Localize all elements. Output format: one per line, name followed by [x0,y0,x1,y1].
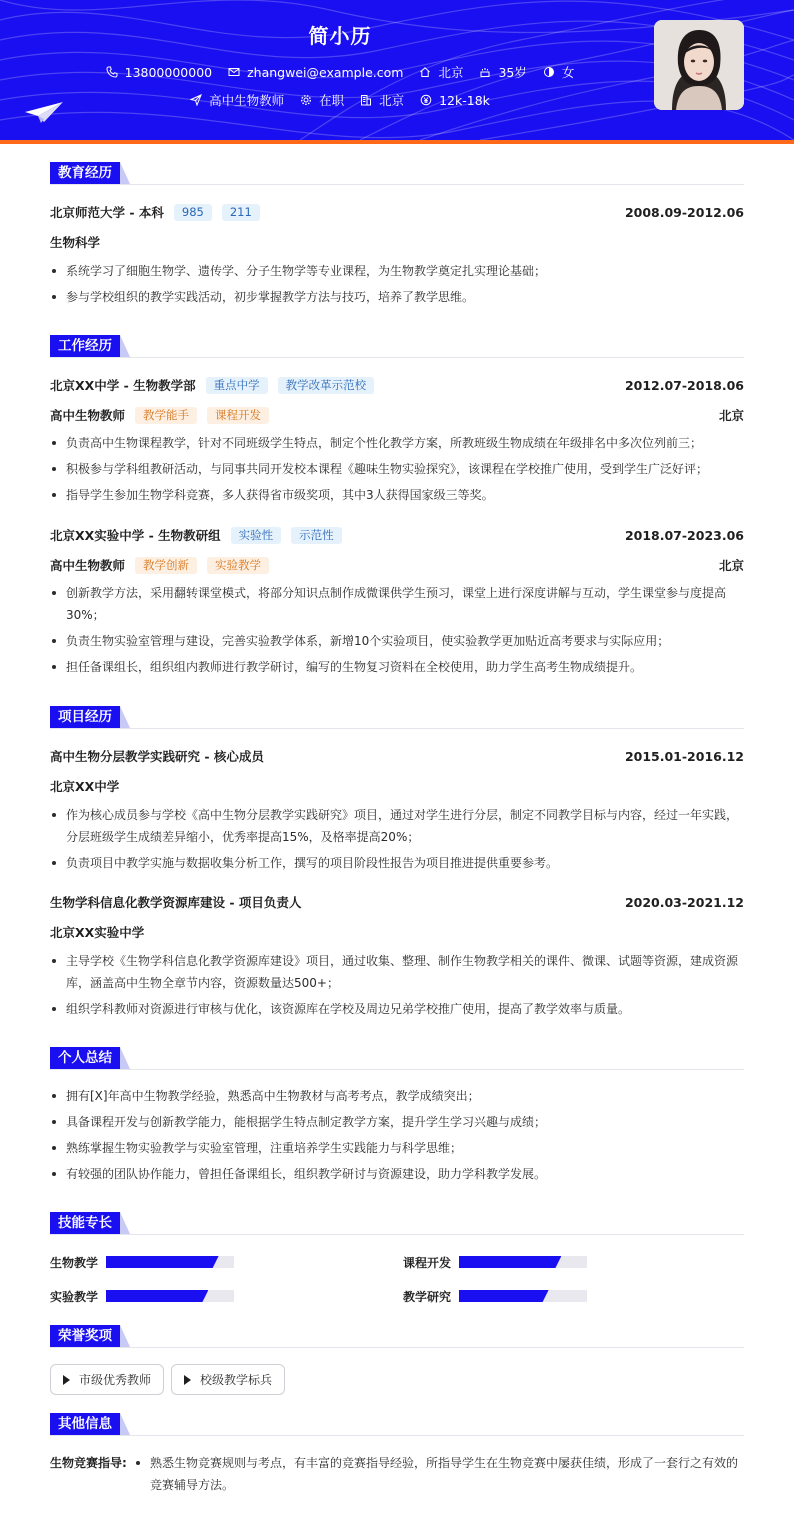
list-item: 参与学校组织的教学实践活动，初步掌握教学方法与技巧，培养了教学思维。 [50,287,744,308]
section-title-skills [50,1212,130,1234]
list-item: 负责高中生物课程教学，针对不同班级学生特点，制定个性化教学方案，所教班级生物成绩在年级排名中多次位列前三； [50,433,744,454]
school-tag: 211 [222,204,260,221]
skill-bar-track [459,1290,587,1302]
phone-item [106,65,212,80]
continuation-text: 竞赛辅导方法。 [150,1478,235,1492]
org-tag: 实验性 [231,527,282,544]
yen-icon [420,94,432,106]
work-role-row [50,405,744,425]
section-label-tail [120,162,130,184]
skill-bar-fill [106,1256,219,1268]
role-tag: 教学能手 [135,407,197,424]
work-org: 北京XX实验中学 - 生物教研组 [50,528,221,543]
skill-bar-track [106,1256,234,1268]
gender-icon [543,66,555,78]
project-org-row [50,776,744,796]
major-name: 生物科学 [50,235,101,250]
skill-item [403,1286,587,1306]
work-org: 北京XX中学 - 生物教学部 [50,378,196,393]
section-title-education [50,162,130,184]
section-divider [50,728,744,729]
list-item: 具备课程开发与创新教学能力，能根据学生特点制定教学方案，提升学生学习兴趣与成绩； [50,1112,744,1133]
org-tag: 教学改革示范校 [278,377,375,394]
list-item: 负责项目中教学实施与数据收集分析工作，撰写的项目阶段性报告为项目推进提供重要参考。 [50,853,744,874]
skill-bar-fill [106,1290,208,1302]
skill-name: 课程开发 [403,1255,452,1270]
list-item: 组织学科教师对资源进行审核与优化，该资源库在学校及周边兄弟学校推广使用，提高了教学效率与质量。 [50,999,744,1020]
resume-header [0,0,794,140]
project-title-row [50,746,744,766]
age-item [479,63,526,81]
job-item [190,91,284,109]
mail-icon [228,66,240,78]
project-title-row [50,892,744,912]
skill-item [50,1286,234,1306]
age-text: 35岁 [498,65,527,80]
list-item: 积极参与学科组教研活动，与同事共同开发校本课程《趣味生物实验探究》，该课程在学校推广使用，受到学生广泛好评； [50,459,744,480]
list-item: 创新教学方法，采用翻转课堂模式，将部分知识点制作成微课供学生预习，课堂上进行深度讲解与互动，学生课堂参与度提高 [50,583,744,604]
skill-bar-fill [459,1290,549,1302]
skill-item [403,1252,587,1272]
education-row [50,202,744,222]
section-label: 项目经历 [50,706,120,728]
paper-plane-icon [24,100,64,124]
section-divider [50,184,744,185]
work-role: 高中生物教师 [50,558,126,573]
gender-text: 女 [561,65,575,80]
project-date: 2015.01-2016.12 [624,748,744,764]
other-info-label: 生物竞赛指导: [50,1456,127,1470]
list-item-continuation [134,1475,744,1496]
education-date: 2008.09-2012.06 [624,204,744,220]
school-name: 北京师范大学 - 本科 [50,205,164,220]
project-title: 生物学科信息化教学资源库建设 - 项目负责人 [50,895,302,910]
continuation-text: 30%； [66,608,105,622]
list-item: 负责生物实验室管理与建设，完善实验教学体系，新增10个实验项目，使实验教学更加贴近高考要求与实际应用； [50,631,744,652]
target-city-text: 北京 [379,93,405,108]
skill-bar-track [459,1256,587,1268]
section-label: 技能专长 [50,1212,120,1234]
email-text: zhangwei@example.com [247,64,404,80]
header-accent-stripe [0,140,794,144]
award-chip [50,1364,164,1395]
gender-item [543,63,575,81]
work-org-row [50,525,744,545]
section-label-tail [120,1325,130,1347]
section-divider [50,1234,744,1235]
home-icon [419,66,431,78]
skill-bar-track [106,1290,234,1302]
list-item: 有较强的团队协作能力，曾担任备课组长，组织教学研讨与资源建设，助力学科教学发展。 [50,1164,744,1185]
skill-item [50,1252,234,1272]
section-divider [50,1435,744,1436]
work-date: 2018.07-2023.06 [624,527,744,543]
section-label-tail [120,1047,130,1069]
skill-name: 生物教学 [50,1255,99,1270]
work-location: 北京 [718,558,744,573]
status-item [300,91,344,109]
work-org-row [50,375,744,395]
award-label: 校级教学标兵 [200,1373,273,1387]
project-date: 2020.03-2021.12 [624,894,744,910]
list-item: 担任备课组长，组织组内教师进行教学研讨，编写的生物复习资料在全校使用，助力学生高考生物成绩提升。 [50,657,744,678]
section-label-tail [120,1413,130,1435]
gear-icon [300,94,312,106]
section-label: 其他信息 [50,1413,120,1435]
major-row [50,232,744,252]
project-org-row [50,922,744,942]
job-intent-row [0,91,680,109]
email-item [228,65,403,80]
list-item: 指导学生参加生物学科竞赛，多人获得省市级奖项，其中3人获得国家级三等奖。 [50,485,744,506]
org-tag: 重点中学 [206,377,268,394]
list-item: 拥有[X]年高中生物教学经验，熟悉高中生物教材与高考考点，教学成绩突出； [50,1086,744,1107]
city-text: 北京 [438,65,464,80]
list-item-continuation [50,827,744,848]
continuation-text: 库，涵盖高中生物全章节内容，资源数量达500+； [66,976,339,990]
project-org: 北京XX实验中学 [50,925,145,940]
cake-icon [479,66,491,78]
school-tag: 985 [174,204,212,221]
phone-icon [106,66,118,78]
section-divider [50,357,744,358]
role-tag: 教学创新 [135,557,197,574]
role-tag: 课程开发 [207,407,269,424]
play-triangle-icon [184,1375,191,1385]
work-role-row [50,555,744,575]
status-text: 在职 [319,93,345,108]
project-org: 北京XX中学 [50,779,120,794]
skill-bar-fill [459,1256,561,1268]
section-title-project [50,706,130,728]
award-chip [171,1364,285,1395]
list-item: 熟悉生物竞赛规则与考点，有丰富的竞赛指导经验，所指导学生在生物竞赛中屡获佳绩，形成了一套行之有效的 [134,1453,744,1474]
continuation-text: 分层班级学生成绩差异缩小，优秀率提高15%，及格率提高20%； [66,830,420,844]
section-label-tail [120,1212,130,1234]
section-label: 荣誉奖项 [50,1325,120,1347]
section-label: 工作经历 [50,335,120,357]
project-title: 高中生物分层教学实践研究 - 核心成员 [50,749,264,764]
section-title-work [50,335,130,357]
target-city-item [360,91,404,109]
section-divider [50,1069,744,1070]
section-title-summary [50,1047,130,1069]
work-date: 2012.07-2018.06 [624,377,744,393]
job-text: 高中生物教师 [209,93,285,108]
list-item: 作为核心成员参与学校《高中生物分层教学实践研究》项目，通过对学生进行分层，制定不同教学目标与内容，经过一年实践， [50,805,744,826]
section-label: 教育经历 [50,162,120,184]
section-label-tail [120,335,130,357]
candidate-name: 简小历 [308,24,372,48]
section-title-awards [50,1325,130,1347]
section-label: 个人总结 [50,1047,120,1069]
section-label-tail [120,706,130,728]
salary-item [420,93,490,108]
skill-name: 教学研究 [403,1289,452,1304]
list-item-continuation [50,605,744,626]
send-icon [190,94,202,106]
phone-text: 13800000000 [124,64,213,80]
salary-text: 12k-18k [439,92,490,108]
building-icon [360,94,372,106]
role-tag: 实验教学 [207,557,269,574]
section-title-other [50,1413,130,1435]
work-role: 高中生物教师 [50,408,126,423]
work-location: 北京 [718,408,744,423]
org-tag: 示范性 [291,527,342,544]
profile-photo [654,20,744,110]
list-item-continuation [50,973,744,994]
skill-name: 实验教学 [50,1289,99,1304]
award-label: 市级优秀教师 [79,1373,152,1387]
section-divider [50,1347,744,1348]
list-item: 主导学校《生物学科信息化教学资源库建设》项目，通过收集、整理、制作生物教学相关的课件、微课、试题等资源，建成资源 [50,951,744,972]
contact-row [0,63,680,81]
list-item: 系统学习了细胞生物学、遗传学、分子生物学等专业课程，为生物教学奠定扎实理论基础； [50,261,744,282]
list-item: 熟练掌握生物实验教学与实验室管理，注重培养学生实践能力与科学思维； [50,1138,744,1159]
city-item [419,63,463,81]
play-triangle-icon [63,1375,70,1385]
